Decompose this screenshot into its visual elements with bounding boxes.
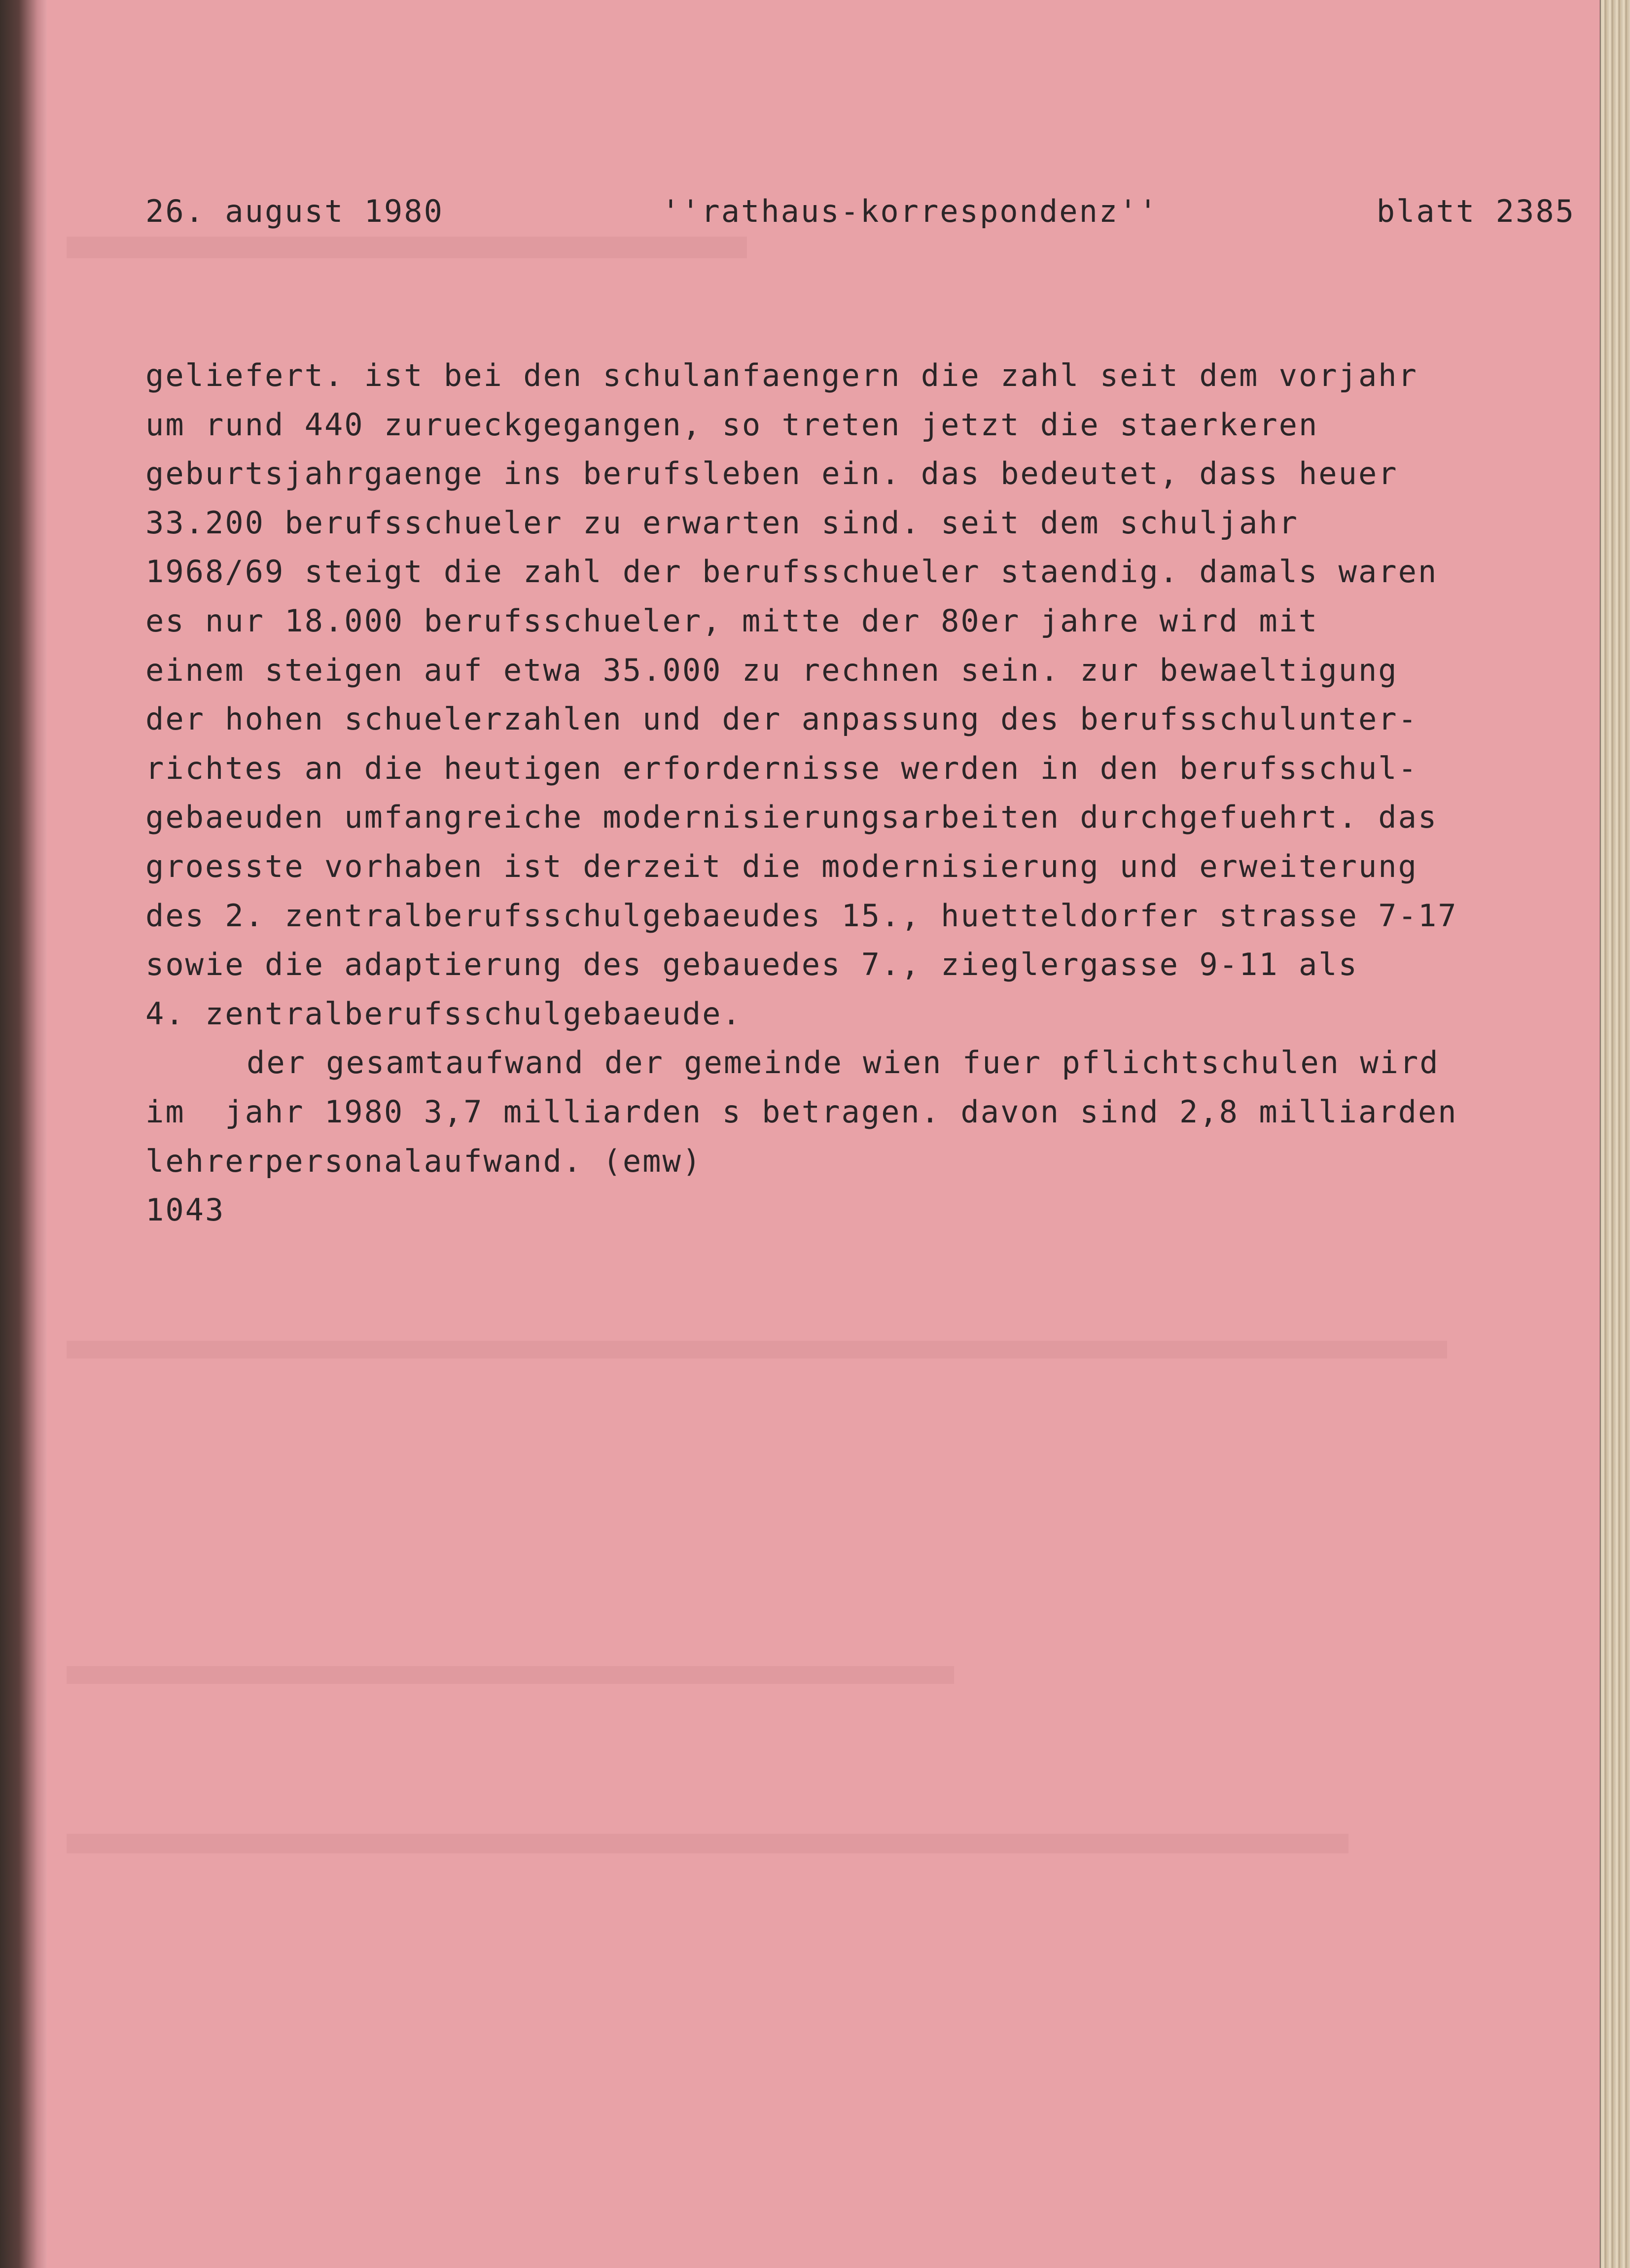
body-line: 4. zentralberufsschulgebaeude. — [145, 995, 742, 1032]
bleed-through-band — [67, 1834, 1348, 1853]
paragraph-line: im jahr 1980 3,7 milliarden s betragen. davon sind 2,8 milliarden — [145, 1093, 1458, 1130]
body-line: um rund 440 zurueckgegangen, so treten jetzt die staerkeren — [145, 406, 1319, 443]
bleed-through-band — [67, 1666, 954, 1684]
body-line: einem steigen auf etwa 35.000 zu rechnen sein. zur bewaeltigung — [145, 652, 1398, 688]
body-line: es nur 18.000 berufsschueler, mitte der 80er jahre wird mit — [145, 602, 1319, 639]
body-line: richtes an die heutigen erfordernisse werden in den berufsschul- — [145, 750, 1418, 786]
header-publication: ''rathaus-korrespondenz'' — [661, 193, 1159, 229]
bleed-through-band — [67, 237, 747, 258]
body-line: sowie die adaptierung des gebauedes 7., zieglergasse 9-11 als — [145, 946, 1358, 983]
page-stack-edges — [1600, 0, 1630, 2268]
page-header — [145, 193, 1575, 229]
body-line: 33.200 berufsschueler zu erwarten sind. seit dem schuljahr — [145, 504, 1299, 541]
body-line: 1968/69 steigt die zahl der berufsschueler staendig. damals waren — [145, 554, 1438, 590]
body-text — [145, 351, 1458, 1235]
document-page — [47, 0, 1600, 2268]
paragraph-line: lehrerpersonalaufwand. (emw) — [145, 1143, 703, 1179]
body-line: gebaeuden umfangreiche modernisierungsarbeiten durchgefuehrt. das — [145, 799, 1438, 836]
reference-number: 1043 — [145, 1192, 225, 1228]
body-line: der hohen schuelerzahlen und der anpassung des berufsschulunter- — [145, 701, 1418, 737]
body-line: des 2. zentralberufsschulgebaeudes 15., huetteldorfer strasse 7-17 — [145, 897, 1458, 934]
bleed-through-band — [67, 1341, 1447, 1359]
body-line: geliefert. ist bei den schulanfaengern die zahl seit dem vorjahr — [145, 357, 1418, 393]
paragraph-line: der gesamtaufwand der gemeinde wien fuer pflichtschulen wird — [247, 1045, 1440, 1081]
book-binding — [0, 0, 47, 2268]
body-line: groesste vorhaben ist derzeit die modernisierung und erweiterung — [145, 848, 1418, 884]
body-line: geburtsjahrgaenge ins berufsleben ein. das bedeutet, dass heuer — [145, 455, 1398, 492]
header-sheet-number: blatt 2385 — [1376, 193, 1575, 229]
header-date: 26. august 1980 — [145, 193, 444, 229]
